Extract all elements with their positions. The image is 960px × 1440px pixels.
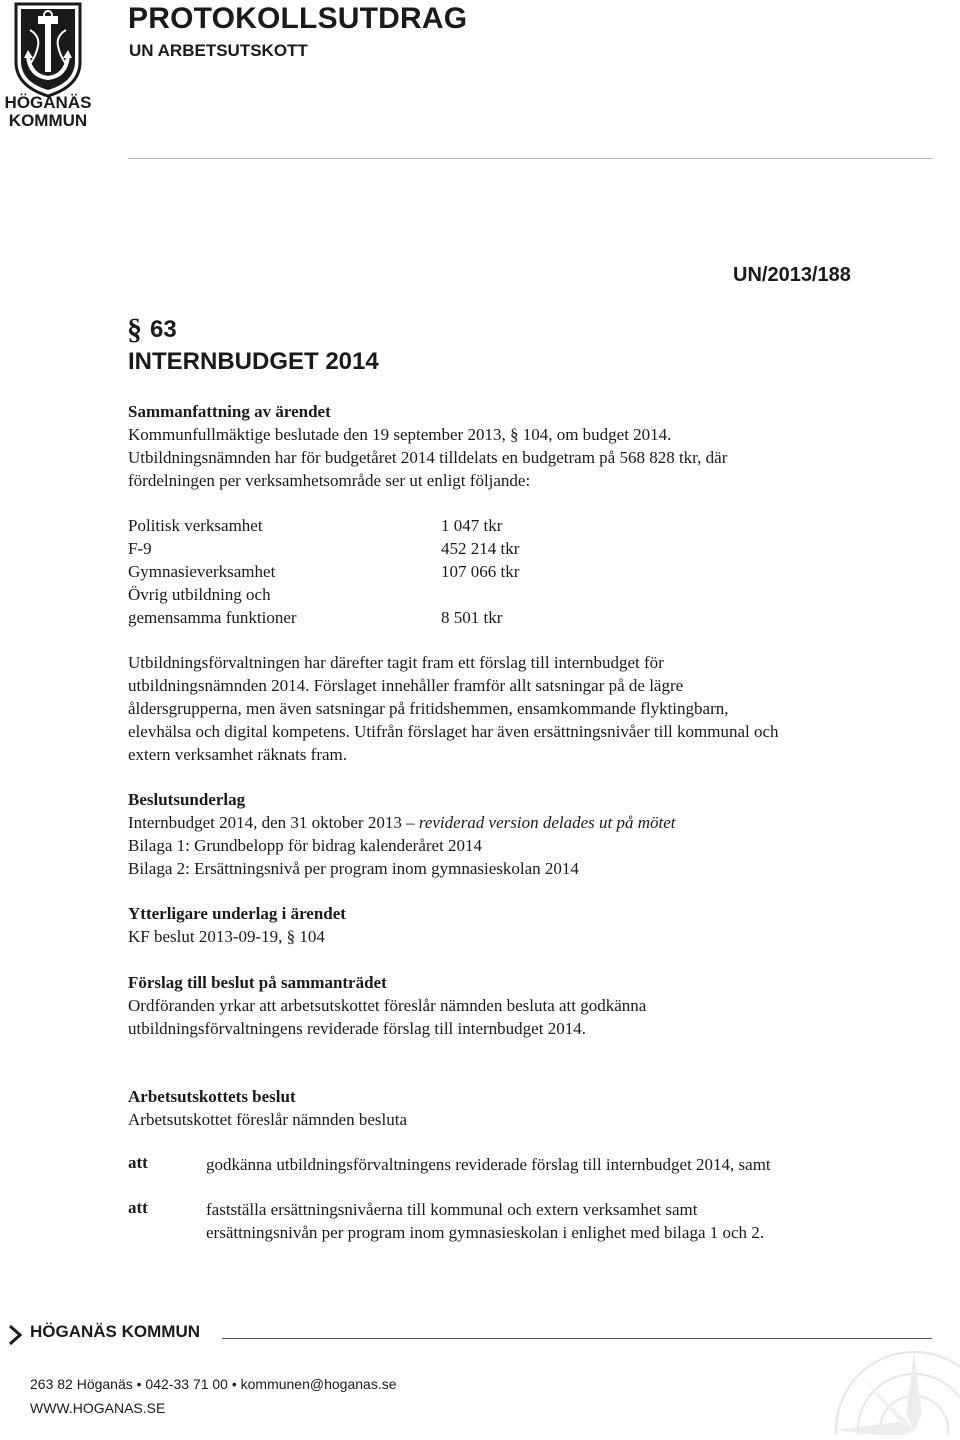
budget-label: Politisk verksamhet [128,516,263,535]
section-title: INTERNBUDGET 2014 [128,348,379,375]
municipality-logo [0,0,100,130]
document-title: PROTOKOLLSUTDRAG [128,2,468,35]
summary-paragraph [128,423,918,492]
logo-text-line1: HÖGANÄS [4,93,92,112]
basis-item-note: reviderad version delades ut på mötet [418,813,676,832]
footer-organization: HÖGANÄS KOMMUN [30,1322,200,1341]
budget-value: 1 047 tkr [441,516,503,535]
section-number: 63 [150,316,177,343]
decision-marker: att [128,1153,148,1172]
budget-label: gemensamma funktioner [128,608,297,627]
basis-item-main: Internbudget 2014, den 31 oktober 2013 – [128,813,419,832]
budget-value [441,583,519,606]
proposal-paragraph [128,994,918,1040]
preparation-paragraph [128,651,918,766]
compass-watermark-icon [826,1334,960,1435]
budget-label: Gymnasieverksamhet [128,562,276,581]
additional-basis-heading: Ytterligare underlag i ärendet [128,904,346,923]
header-divider [128,158,933,159]
section-mark: § [127,313,142,346]
proposal-line: Ordföranden yrkar att arbetsutskottet föreslår nämnden besluta att godkänna [128,996,647,1015]
budget-label: F-9 [128,539,152,558]
basis-item [128,811,676,834]
decision-item [206,1153,906,1176]
budget-value: 452 214 tkr [441,539,520,558]
preparation-line: Utbildningsförvaltningen har därefter tagit fram ett förslag till internbudget för [128,653,664,672]
preparation-line: utbildningsnämnden 2014. Förslaget innehåller framför allt satsningar på de lägre [128,676,684,695]
arrow-right-icon [8,1324,22,1346]
summary-line: fördelningen per verksamhetsområde ser ut enligt följande: [128,471,531,490]
decision-marker: att [128,1198,148,1217]
basis-heading: Beslutsunderlag [128,790,246,809]
case-number: UN/2013/188 [733,264,851,286]
additional-basis-line: KF beslut 2013-09-19, § 104 [128,927,325,946]
preparation-line: elevhälsa och digital kompetens. Utifrån förslaget har även ersättningsnivåer till kommunal och [128,722,779,741]
decision-item [206,1198,906,1244]
decision-item-line: godkänna utbildningsförvaltningens reviderade förslag till internbudget 2014, samt [206,1155,771,1174]
summary-line: Utbildningsnämnden har för budgetåret 2014 tilldelats en budgetram på 568 828 tkr, där [128,448,728,467]
preparation-line: extern verksamhet räknats fram. [128,745,348,764]
decision-item-line: ersättningsnivån per program inom gymnasieskolan i enlighet med bilaga 1 och 2. [206,1223,765,1242]
proposal-line: utbildningsförvaltningens reviderade förslag till internbudget 2014. [128,1019,586,1038]
footer-contact: 263 82 Höganäs • 042-33 71 00 • kommunen@hoganas.se [30,1376,397,1392]
budget-value: 8 501 tkr [441,608,503,627]
budget-values-column [441,514,519,629]
budget-value: 107 066 tkr [441,562,520,581]
summary-heading: Sammanfattning av ärendet [128,402,331,421]
basis-item: Bilaga 2: Ersättningsnivå per program inom gymnasieskolan 2014 [128,859,579,878]
basis-item: Bilaga 1: Grundbelopp för bidrag kalenderåret 2014 [128,836,483,855]
basis-list [128,811,676,880]
decision-intro: Arbetsutskottet föreslår nämnden besluta [128,1110,408,1129]
document-subtitle: UN ARBETSUTSKOTT [129,41,308,60]
footer-website-link[interactable]: WWW.HOGANAS.SE [30,1400,166,1416]
budget-labels-column [128,514,297,629]
decision-heading: Arbetsutskottets beslut [128,1087,296,1106]
preparation-line: åldersgrupperna, men även satsningar på fritidshemmen, ensamkommande flyktingbarn, [128,699,729,718]
summary-line: Kommunfullmäktige beslutade den 19 september 2013, § 104, om budget 2014. [128,425,672,444]
decision-item-line: fastställa ersättningsnivåerna till kommunal och extern verksamhet samt [206,1200,698,1219]
logo-text-line2: KOMMUN [8,111,88,130]
proposal-heading: Förslag till beslut på sammanträdet [128,973,387,992]
budget-label: Övrig utbildning och [128,585,271,604]
anchor-shield-icon [0,0,100,130]
